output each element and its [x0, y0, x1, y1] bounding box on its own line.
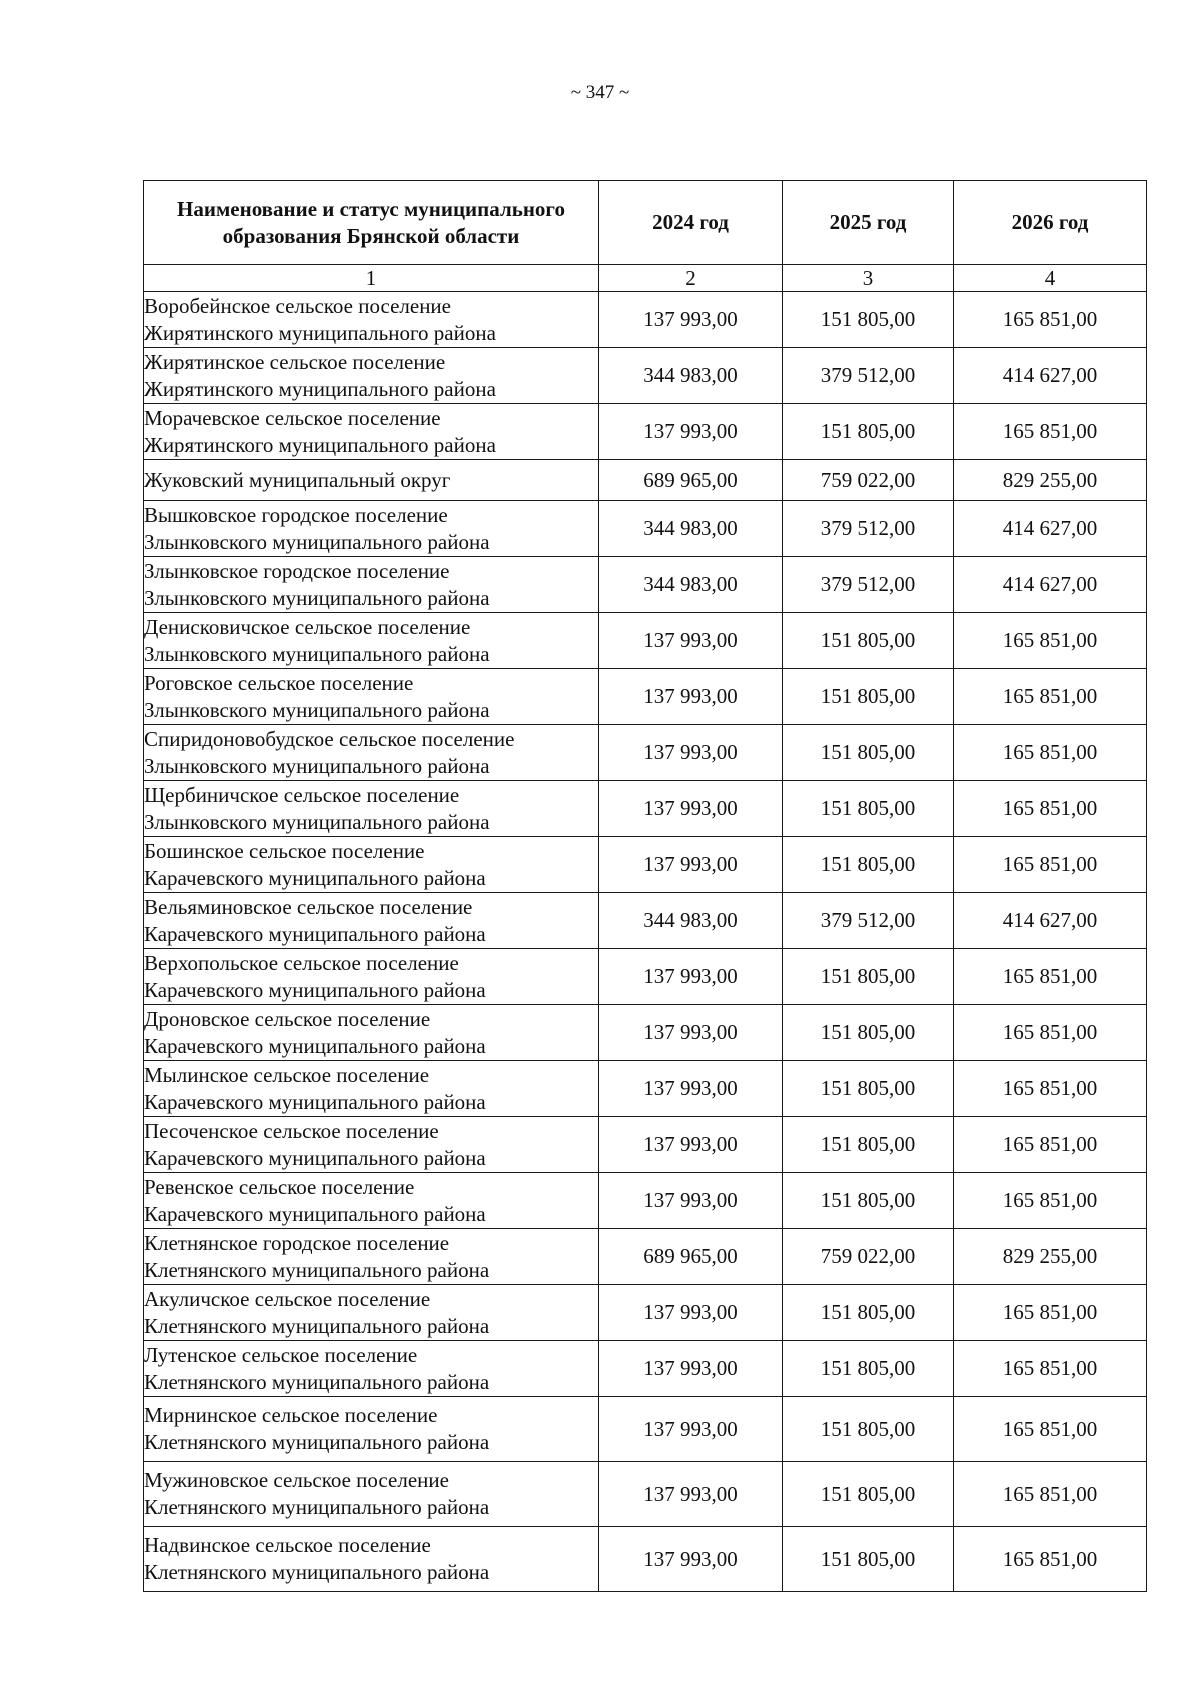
- amount-2026: 165 851,00: [954, 1061, 1147, 1117]
- allocation-table: [143, 180, 1147, 1592]
- amount-2026: 165 851,00: [954, 292, 1147, 348]
- table-row: [144, 949, 1147, 1005]
- municipality-name-line: Жуковский муниципальный округ: [144, 467, 451, 492]
- municipality-name: [144, 613, 599, 669]
- amount-2025: 151 805,00: [783, 1341, 954, 1397]
- amount-2024: 137 993,00: [599, 949, 783, 1005]
- municipality-name-line: Лутенское сельское поселение: [144, 1342, 418, 1367]
- amount-2024: 137 993,00: [599, 613, 783, 669]
- municipality-name-line: Клетнянское городское поселение: [144, 1230, 450, 1255]
- municipality-name-line: Мужиновское сельское поселение: [144, 1468, 449, 1492]
- municipality-district-line: Клетнянского муниципального района: [144, 1257, 490, 1282]
- amount-2025: 151 805,00: [783, 613, 954, 669]
- table-row: [144, 460, 1147, 501]
- municipality-district-line: Жирятинского муниципального района: [144, 432, 496, 457]
- municipality-district-line: Злынковского муниципального района: [144, 529, 490, 554]
- municipality-name: [144, 1005, 599, 1061]
- amount-2026: 165 851,00: [954, 404, 1147, 460]
- amount-2026: 165 851,00: [954, 781, 1147, 837]
- column-header-2024: 2024 год: [599, 181, 783, 265]
- amount-2025: 379 512,00: [783, 557, 954, 613]
- municipality-name: [144, 557, 599, 613]
- amount-2025: 151 805,00: [783, 1061, 954, 1117]
- table-row: [144, 292, 1147, 348]
- amount-2025: 151 805,00: [783, 404, 954, 460]
- municipality-name-line: Ревенское сельское поселение: [144, 1174, 415, 1199]
- municipality-name-line: Мирнинское сельское поселение: [144, 1403, 438, 1427]
- table-body: [144, 292, 1147, 1592]
- table-row: [144, 781, 1147, 837]
- municipality-name-line: Бошинское сельское поселение: [144, 838, 425, 863]
- municipality-name: [144, 837, 599, 893]
- amount-2024: 344 983,00: [599, 557, 783, 613]
- municipality-name-line: Морачевское сельское поселение: [144, 405, 441, 430]
- amount-2024: 137 993,00: [599, 1061, 783, 1117]
- amount-2025: 151 805,00: [783, 837, 954, 893]
- amount-2024: 137 993,00: [599, 1285, 783, 1341]
- municipality-name: [144, 725, 599, 781]
- amount-2026: 165 851,00: [954, 1462, 1147, 1527]
- municipality-name: [144, 1285, 599, 1341]
- amount-2024: 344 983,00: [599, 348, 783, 404]
- municipality-district-line: Карачевского муниципального района: [144, 1033, 486, 1058]
- municipality-name-line: Акуличское сельское поселение: [144, 1286, 431, 1311]
- amount-2024: 137 993,00: [599, 781, 783, 837]
- table-row: [144, 1341, 1147, 1397]
- column-number: 3: [783, 265, 954, 292]
- municipality-name-line: Верхопольское сельское поселение: [144, 950, 459, 975]
- header-row: [144, 181, 1147, 265]
- table-row: [144, 893, 1147, 949]
- amount-2024: 137 993,00: [599, 1341, 783, 1397]
- amount-2025: 151 805,00: [783, 949, 954, 1005]
- amount-2026: 165 851,00: [954, 725, 1147, 781]
- municipality-name-line: Песоченское сельское поселение: [144, 1118, 439, 1143]
- column-number: 1: [144, 265, 599, 292]
- municipality-name: [144, 1341, 599, 1397]
- amount-2026: 165 851,00: [954, 1117, 1147, 1173]
- municipality-name: [144, 1117, 599, 1173]
- municipality-district-line: Карачевского муниципального района: [144, 1089, 486, 1114]
- table-row: [144, 1173, 1147, 1229]
- amount-2025: 151 805,00: [783, 1117, 954, 1173]
- amount-2026: 829 255,00: [954, 1229, 1147, 1285]
- table-row: [144, 557, 1147, 613]
- amount-2024: 689 965,00: [599, 460, 783, 501]
- amount-2024: 137 993,00: [599, 837, 783, 893]
- municipality-name: [144, 404, 599, 460]
- amount-2025: 151 805,00: [783, 1173, 954, 1229]
- amount-2026: 165 851,00: [954, 949, 1147, 1005]
- amount-2025: 151 805,00: [783, 725, 954, 781]
- municipality-name-line: Злынковское городское поселение: [144, 558, 450, 583]
- municipality-name: [144, 1527, 599, 1592]
- column-number-row: [144, 265, 1147, 292]
- amount-2026: 165 851,00: [954, 1173, 1147, 1229]
- municipality-name-line: Щербиничское сельское поселение: [144, 782, 460, 807]
- amount-2026: 165 851,00: [954, 1005, 1147, 1061]
- amount-2024: 137 993,00: [599, 669, 783, 725]
- column-header-name: Наименование и статус муниципального образования Брянской области: [144, 181, 599, 265]
- amount-2025: 759 022,00: [783, 460, 954, 501]
- municipality-district-line: Карачевского муниципального района: [144, 977, 486, 1002]
- amount-2026: 165 851,00: [954, 1527, 1147, 1592]
- municipality-name: [144, 460, 599, 501]
- municipality-district-line: Жирятинского муниципального района: [144, 376, 496, 401]
- amount-2024: 137 993,00: [599, 1527, 783, 1592]
- municipality-district-line: Злынковского муниципального района: [144, 641, 490, 666]
- amount-2025: 379 512,00: [783, 501, 954, 557]
- column-header-2025: 2025 год: [783, 181, 954, 265]
- amount-2024: 344 983,00: [599, 893, 783, 949]
- amount-2025: 151 805,00: [783, 1397, 954, 1462]
- municipality-district-line: Карачевского муниципального района: [144, 921, 486, 946]
- municipality-name-line: Роговское сельское поселение: [144, 670, 414, 695]
- table-row: [144, 1005, 1147, 1061]
- amount-2024: 137 993,00: [599, 292, 783, 348]
- amount-2025: 151 805,00: [783, 781, 954, 837]
- column-number: 2: [599, 265, 783, 292]
- column-header-2026: 2026 год: [954, 181, 1147, 265]
- municipality-district-line: Злынковского муниципального района: [144, 585, 490, 610]
- municipality-name-line: Вышковское городское поселение: [144, 502, 448, 527]
- municipality-district-line: Жирятинского муниципального района: [144, 320, 496, 345]
- municipality-district-line: Карачевского муниципального района: [144, 1201, 486, 1226]
- amount-2024: 137 993,00: [599, 1117, 783, 1173]
- municipality-district-line: Карачевского муниципального района: [144, 1145, 486, 1170]
- amount-2025: 151 805,00: [783, 1527, 954, 1592]
- municipality-name: [144, 1229, 599, 1285]
- municipality-name-line: Вельяминовское сельское поселение: [144, 894, 473, 919]
- amount-2026: 414 627,00: [954, 501, 1147, 557]
- table-row: [144, 1285, 1147, 1341]
- municipality-district-line: Клетнянского муниципального района: [144, 1430, 490, 1454]
- table-row: [144, 501, 1147, 557]
- municipality-name: [144, 501, 599, 557]
- amount-2026: 165 851,00: [954, 1285, 1147, 1341]
- table-row: [144, 725, 1147, 781]
- amount-2026: 414 627,00: [954, 893, 1147, 949]
- table-row: [144, 1462, 1147, 1527]
- municipality-district-line: Клетнянского муниципального района: [144, 1369, 490, 1394]
- municipality-name: [144, 292, 599, 348]
- table-row: [144, 1117, 1147, 1173]
- amount-2024: 137 993,00: [599, 725, 783, 781]
- amount-2025: 379 512,00: [783, 348, 954, 404]
- municipality-name-line: Надвинское сельское поселение: [144, 1533, 431, 1557]
- amount-2025: 759 022,00: [783, 1229, 954, 1285]
- amount-2026: 829 255,00: [954, 460, 1147, 501]
- table-row: [144, 837, 1147, 893]
- municipality-district-line: Злынковского муниципального района: [144, 809, 490, 834]
- municipality-name: [144, 1397, 599, 1462]
- amount-2025: 151 805,00: [783, 1462, 954, 1527]
- municipality-name: [144, 893, 599, 949]
- municipality-district-line: Карачевского муниципального района: [144, 865, 486, 890]
- municipality-district-line: Злынковского муниципального района: [144, 697, 490, 722]
- municipality-name-line: Мылинское сельское поселение: [144, 1062, 430, 1087]
- amount-2024: 689 965,00: [599, 1229, 783, 1285]
- amount-2025: 379 512,00: [783, 893, 954, 949]
- municipality-name-line: Дроновское сельское поселение: [144, 1006, 431, 1031]
- table-row: [144, 669, 1147, 725]
- amount-2024: 137 993,00: [599, 1005, 783, 1061]
- municipality-name: [144, 781, 599, 837]
- municipality-district-line: Злынковского муниципального района: [144, 753, 490, 778]
- table-row: [144, 613, 1147, 669]
- municipality-name: [144, 1061, 599, 1117]
- table-row: [144, 348, 1147, 404]
- page-number: ~ 347 ~: [570, 82, 630, 103]
- amount-2024: 137 993,00: [599, 404, 783, 460]
- amount-2024: 137 993,00: [599, 1462, 783, 1527]
- amount-2025: 151 805,00: [783, 1005, 954, 1061]
- amount-2026: 414 627,00: [954, 348, 1147, 404]
- municipality-district-line: Клетнянского муниципального района: [144, 1560, 490, 1584]
- table-row: [144, 1527, 1147, 1592]
- table-row: [144, 1061, 1147, 1117]
- municipality-name: [144, 1173, 599, 1229]
- amount-2024: 137 993,00: [599, 1397, 783, 1462]
- municipality-name: [144, 348, 599, 404]
- municipality-name: [144, 949, 599, 1005]
- amount-2025: 151 805,00: [783, 1285, 954, 1341]
- municipality-name-line: Денисковичское сельское поселение: [144, 614, 471, 639]
- municipality-name: [144, 1462, 599, 1527]
- column-number: 4: [954, 265, 1147, 292]
- amount-2026: 414 627,00: [954, 557, 1147, 613]
- amount-2026: 165 851,00: [954, 837, 1147, 893]
- municipality-name-line: Воробейнское сельское поселение: [144, 293, 451, 318]
- municipality-district-line: Клетнянского муниципального района: [144, 1313, 490, 1338]
- amount-2025: 151 805,00: [783, 292, 954, 348]
- amount-2026: 165 851,00: [954, 613, 1147, 669]
- amount-2026: 165 851,00: [954, 1341, 1147, 1397]
- municipality-district-line: Клетнянского муниципального района: [144, 1495, 490, 1519]
- table-row: [144, 404, 1147, 460]
- table-row: [144, 1229, 1147, 1285]
- amount-2024: 137 993,00: [599, 1173, 783, 1229]
- municipality-name: [144, 669, 599, 725]
- amount-2026: 165 851,00: [954, 1397, 1147, 1462]
- amount-2026: 165 851,00: [954, 669, 1147, 725]
- amount-2024: 344 983,00: [599, 501, 783, 557]
- table-row: [144, 1397, 1147, 1462]
- amount-2025: 151 805,00: [783, 669, 954, 725]
- municipality-name-line: Спиридоновобудское сельское поселение: [144, 726, 515, 751]
- municipality-name-line: Жирятинское сельское поселение: [144, 349, 446, 374]
